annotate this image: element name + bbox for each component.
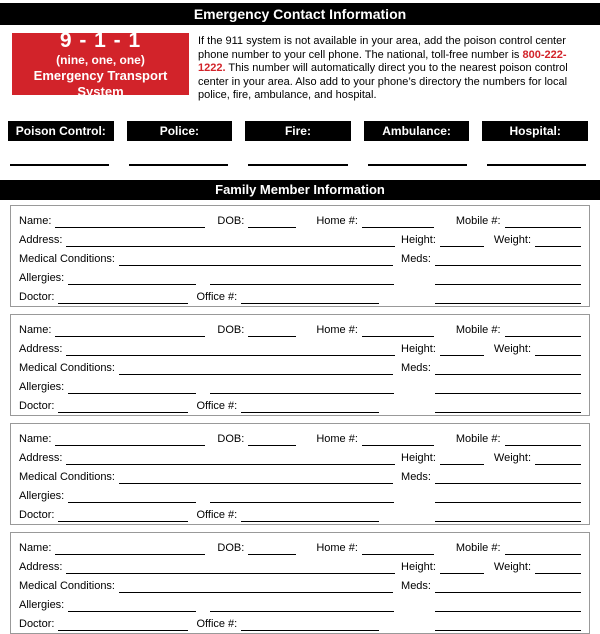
emergency-contact-blanks (10, 164, 586, 166)
medical-conditions-label: Medical Conditions: (19, 361, 115, 374)
office-phone-blank-line (241, 618, 379, 631)
home-phone-label: Home #: (316, 214, 358, 227)
office-phone-label: Office #: (196, 399, 238, 412)
allergies-label: Allergies: (19, 489, 65, 502)
weight-blank-line (535, 343, 581, 356)
intro-paragraph (198, 33, 590, 103)
ambulance-blank-line (368, 164, 467, 166)
allergies-blank-line (68, 381, 196, 394)
medical-conditions-blank-line (119, 253, 393, 266)
member-row-name (19, 318, 581, 337)
meds-blank-line (435, 253, 581, 266)
mobile-phone-blank-line (505, 433, 581, 446)
poison-control-blank-line (10, 164, 109, 166)
height-blank-line (440, 561, 484, 574)
name-label: Name: (19, 323, 52, 336)
family-member-box (10, 423, 590, 525)
page-title: Emergency Contact Information (0, 3, 600, 25)
home-phone-blank-line (362, 433, 434, 446)
member-row-address (19, 555, 581, 574)
poison-control-phone-number: 800-222-1222. (198, 48, 567, 75)
member-row-medical (19, 574, 581, 593)
name-label: Name: (19, 432, 52, 445)
meds-continuation-blank-line-2 (435, 509, 581, 522)
doctor-label: Doctor: (19, 508, 55, 521)
emergency-contact-labels (8, 121, 588, 141)
medical-conditions-label: Medical Conditions: (19, 470, 115, 483)
weight-label: Weight: (493, 342, 531, 355)
dob-blank-line (248, 433, 296, 446)
family-member-box (10, 532, 590, 634)
height-label: Height: (401, 342, 436, 355)
weight-blank-line (535, 452, 581, 465)
meds-label: Meds: (401, 470, 431, 483)
mobile-phone-label: Mobile #: (455, 541, 501, 554)
name-blank-line (55, 542, 205, 555)
name-label: Name: (19, 541, 52, 554)
doctor-label: Doctor: (19, 290, 55, 303)
meds-continuation-blank-line-2 (435, 618, 581, 631)
member-row-doctor (19, 394, 581, 413)
hospital-blank-line (487, 164, 586, 166)
member-row-name (19, 209, 581, 228)
meds-continuation-blank-line-1 (435, 599, 581, 612)
office-phone-label: Office #: (196, 290, 238, 303)
office-phone-blank-line (241, 509, 379, 522)
intro-section (12, 29, 590, 103)
dob-blank-line (248, 542, 296, 555)
label-hospital: Hospital: (482, 121, 588, 141)
home-phone-label: Home #: (316, 541, 358, 554)
doctor-label: Doctor: (19, 399, 55, 412)
family-member-list (0, 205, 600, 634)
home-phone-label: Home #: (316, 323, 358, 336)
allergies-blank-line (68, 599, 196, 612)
911-phonetic: (nine, one, one) (56, 53, 145, 67)
medical-conditions-blank-line (119, 580, 393, 593)
meds-continuation-blank-line-2 (435, 291, 581, 304)
family-section-title: Family Member Information (0, 180, 600, 200)
address-label: Address: (19, 342, 63, 355)
meds-continuation-blank-line-2 (435, 400, 581, 413)
doctor-blank-line (58, 400, 188, 413)
911-emergency-box (12, 29, 189, 99)
office-phone-label: Office #: (196, 617, 238, 630)
weight-label: Weight: (493, 233, 531, 246)
family-member-box (10, 205, 590, 307)
allergies-blank-line (68, 272, 196, 285)
member-row-name (19, 536, 581, 555)
meds-blank-line (435, 580, 581, 593)
office-phone-blank-line (241, 400, 379, 413)
member-row-allergies (19, 266, 581, 285)
intro-text-before: If the 911 system is not available in your area, add the poison control center phone number to your cell phone. The national, toll-free number is (198, 35, 566, 61)
doctor-blank-line (58, 618, 188, 631)
mobile-phone-label: Mobile #: (455, 214, 501, 227)
member-row-medical (19, 465, 581, 484)
weight-blank-line (535, 234, 581, 247)
allergies-continuation-blank-line (210, 381, 394, 394)
medical-conditions-blank-line (119, 471, 393, 484)
doctor-blank-line (58, 291, 188, 304)
emergency-contact-form (0, 3, 600, 630)
mobile-phone-blank-line (505, 215, 581, 228)
label-police: Police: (127, 121, 233, 141)
dob-label: DOB: (217, 214, 245, 227)
member-row-allergies (19, 375, 581, 394)
height-label: Height: (401, 451, 436, 464)
medical-conditions-label: Medical Conditions: (19, 579, 115, 592)
911-number: 9 - 1 - 1 (59, 29, 142, 52)
meds-label: Meds: (401, 579, 431, 592)
allergies-label: Allergies: (19, 380, 65, 393)
address-label: Address: (19, 233, 63, 246)
mobile-phone-label: Mobile #: (455, 432, 501, 445)
medical-conditions-label: Medical Conditions: (19, 252, 115, 265)
address-blank-line (66, 561, 395, 574)
dob-blank-line (248, 324, 296, 337)
height-blank-line (440, 452, 484, 465)
office-phone-blank-line (241, 291, 379, 304)
dob-label: DOB: (217, 432, 245, 445)
label-ambulance: Ambulance: (364, 121, 470, 141)
mobile-phone-blank-line (505, 542, 581, 555)
mobile-phone-blank-line (505, 324, 581, 337)
address-label: Address: (19, 560, 63, 573)
member-row-doctor (19, 285, 581, 304)
member-row-name (19, 427, 581, 446)
member-row-doctor (19, 612, 581, 631)
height-label: Height: (401, 233, 436, 246)
member-row-doctor (19, 503, 581, 522)
member-row-medical (19, 356, 581, 375)
address-blank-line (66, 452, 395, 465)
member-row-address (19, 446, 581, 465)
meds-continuation-blank-line-1 (435, 381, 581, 394)
medical-conditions-blank-line (119, 362, 393, 375)
allergies-continuation-blank-line (210, 272, 394, 285)
home-phone-blank-line (362, 324, 434, 337)
doctor-blank-line (58, 509, 188, 522)
meds-continuation-blank-line-1 (435, 272, 581, 285)
allergies-blank-line (68, 490, 196, 503)
address-blank-line (66, 343, 395, 356)
family-member-box (10, 314, 590, 416)
member-row-allergies (19, 593, 581, 612)
home-phone-blank-line (362, 542, 434, 555)
name-label: Name: (19, 214, 52, 227)
label-poison-control: Poison Control: (8, 121, 114, 141)
home-phone-label: Home #: (316, 432, 358, 445)
address-label: Address: (19, 451, 63, 464)
weight-blank-line (535, 561, 581, 574)
intro-text-after: This number will automatically direct you to the nearest poison control center in your area. Also add to your phone’s directory the numbers for local police, fire, ambulance, and hospital. (198, 62, 568, 102)
fire-blank-line (248, 164, 347, 166)
meds-label: Meds: (401, 361, 431, 374)
meds-blank-line (435, 362, 581, 375)
address-blank-line (66, 234, 395, 247)
dob-label: DOB: (217, 323, 245, 336)
doctor-label: Doctor: (19, 617, 55, 630)
name-blank-line (55, 433, 205, 446)
allergies-continuation-blank-line (210, 599, 394, 612)
meds-label: Meds: (401, 252, 431, 265)
meds-blank-line (435, 471, 581, 484)
dob-label: DOB: (217, 541, 245, 554)
name-blank-line (55, 324, 205, 337)
911-label: Emergency Transport System (33, 68, 168, 99)
dob-blank-line (248, 215, 296, 228)
allergies-continuation-blank-line (210, 490, 394, 503)
weight-label: Weight: (493, 451, 531, 464)
label-fire: Fire: (245, 121, 351, 141)
height-label: Height: (401, 560, 436, 573)
member-row-address (19, 228, 581, 247)
home-phone-blank-line (362, 215, 434, 228)
member-row-medical (19, 247, 581, 266)
height-blank-line (440, 343, 484, 356)
mobile-phone-label: Mobile #: (455, 323, 501, 336)
weight-label: Weight: (493, 560, 531, 573)
allergies-label: Allergies: (19, 598, 65, 611)
police-blank-line (129, 164, 228, 166)
member-row-allergies (19, 484, 581, 503)
allergies-label: Allergies: (19, 271, 65, 284)
meds-continuation-blank-line-1 (435, 490, 581, 503)
office-phone-label: Office #: (196, 508, 238, 521)
name-blank-line (55, 215, 205, 228)
member-row-address (19, 337, 581, 356)
height-blank-line (440, 234, 484, 247)
